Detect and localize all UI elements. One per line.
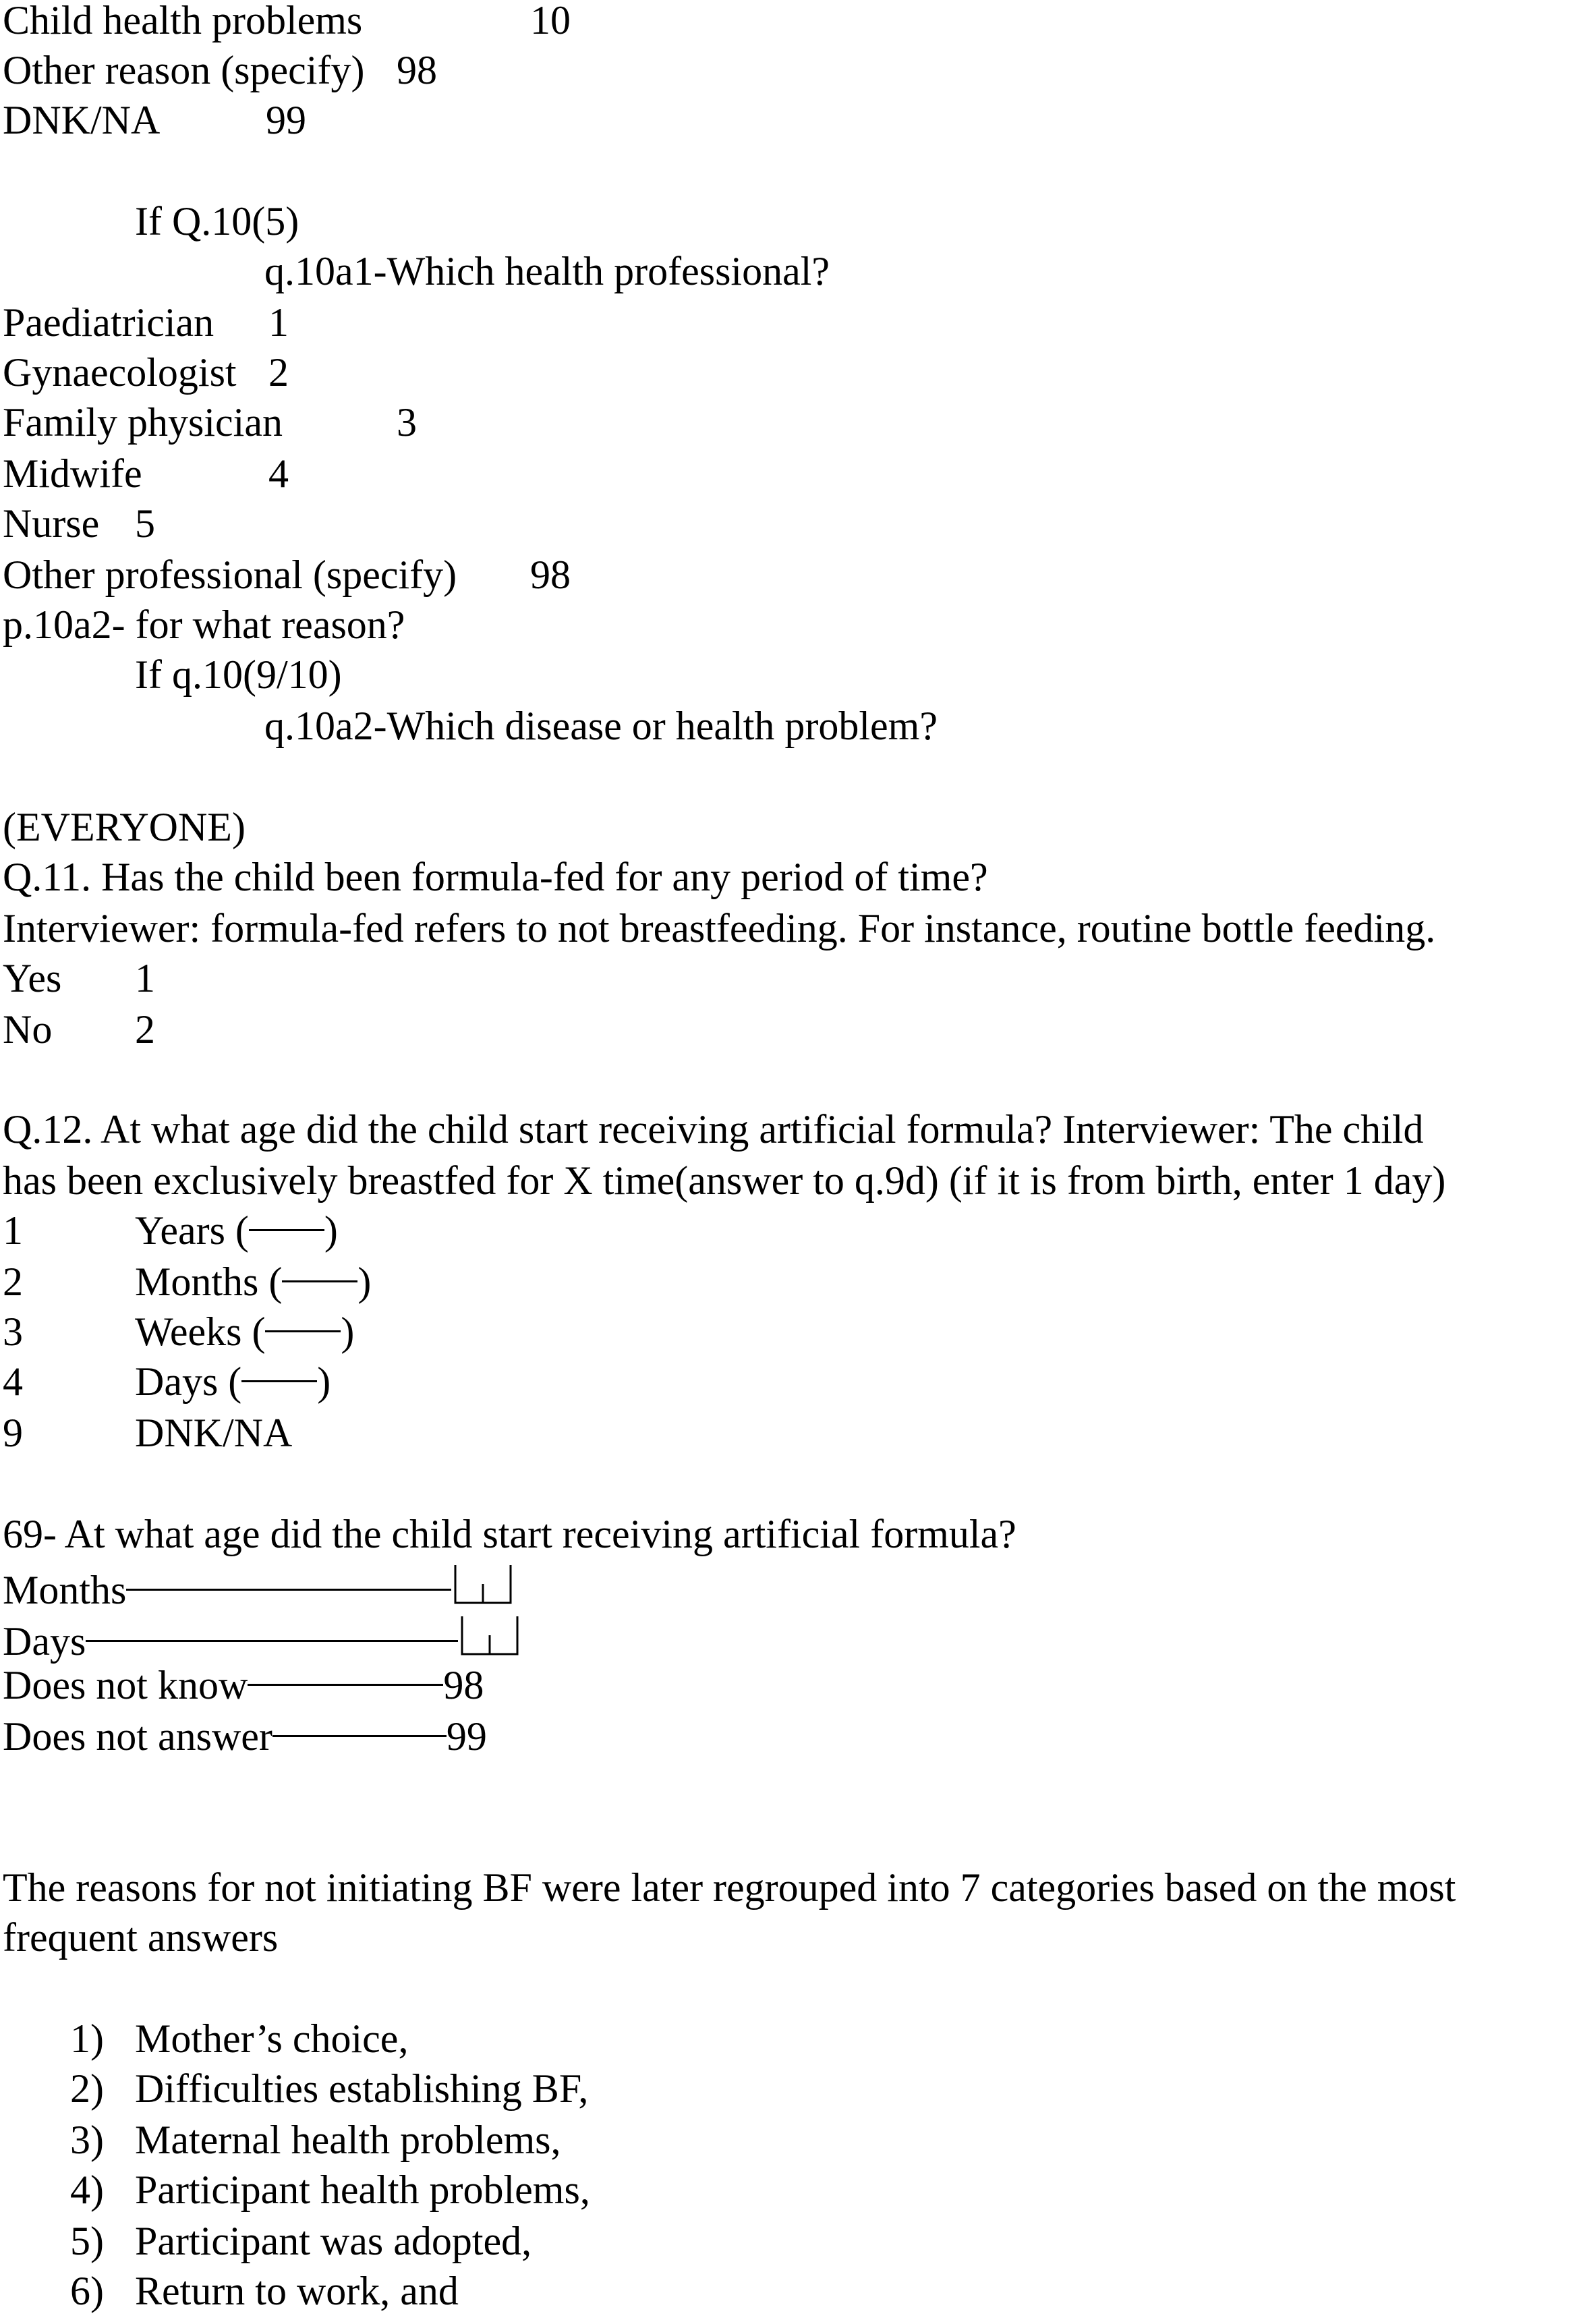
option-close: ) — [341, 1309, 355, 1354]
paragraph-text: The reasons for not initiating BF were later regrouped into 7 categories based on the most — [3, 1865, 1456, 1910]
option-code: 2 — [135, 1007, 155, 1052]
answer-line — [135, 1210, 338, 1251]
option-close: ) — [324, 1208, 338, 1253]
option-label: Years ( — [135, 1208, 249, 1253]
question-text: 69- At what age did the child start receiving artificial formula? — [3, 1512, 1016, 1556]
blank-field[interactable] — [241, 1380, 317, 1382]
option-code: 9 — [3, 1411, 23, 1455]
option-label: DNK/NA — [3, 98, 161, 142]
option-code: 4 — [268, 451, 289, 496]
option-label: Nurse — [3, 501, 100, 546]
option-code: 2 — [268, 350, 289, 395]
option-code: 3 — [3, 1309, 23, 1354]
option-code: 4 — [3, 1359, 23, 1404]
list-item: Maternal health problems, — [135, 2118, 561, 2162]
skip-condition: If q.10(9/10) — [135, 652, 342, 697]
option-label: Months ( — [135, 1259, 283, 1304]
option-label: Other professional (specify) — [3, 552, 457, 597]
leader-line — [248, 1684, 443, 1686]
followup-question: p.10a2- for what reason? — [3, 602, 405, 647]
months-row — [3, 1564, 515, 1610]
blank-field[interactable] — [265, 1330, 341, 1332]
option-label: Other reason (specify) — [3, 48, 365, 92]
option-code: 1 — [135, 956, 155, 1000]
digit-box-icon[interactable] — [451, 1564, 515, 1606]
question-text-cont: has been exclusively breastfed for X time(answer to q.9d) (if it is from birth, enter 1 day) — [3, 1158, 1446, 1203]
list-number: 5) — [70, 2219, 104, 2263]
list-number: 2) — [70, 2066, 104, 2111]
list-number: 4) — [70, 2167, 104, 2212]
list-item: Difficulties establishing BF, — [135, 2066, 589, 2111]
list-item: Mother’s choice, — [135, 2016, 409, 2061]
answer-line — [135, 1311, 354, 1352]
leader-line — [126, 1589, 451, 1591]
leader-line — [86, 1640, 458, 1642]
option-close: ) — [317, 1359, 331, 1404]
row-code: 98 — [443, 1663, 484, 1707]
list-item: Return to work, and — [135, 2269, 459, 2313]
skip-condition: If Q.10(5) — [135, 199, 299, 244]
days-row — [3, 1615, 521, 1662]
option-label: Weeks ( — [135, 1309, 266, 1354]
paragraph-text-cont: frequent answers — [3, 1915, 279, 1960]
option-code: 3 — [397, 400, 417, 445]
leader-line — [272, 1735, 447, 1737]
group-label: (EVERYONE) — [3, 805, 246, 849]
option-code: 1 — [3, 1208, 23, 1253]
option-close: ) — [357, 1259, 372, 1304]
option-code: 2 — [3, 1259, 23, 1304]
option-label: Midwife — [3, 451, 142, 496]
option-label: Paediatrician — [3, 300, 214, 345]
option-code: 99 — [266, 98, 306, 142]
option-code: 10 — [530, 0, 571, 42]
question-text: q.10a1-Which health professional? — [264, 249, 830, 293]
blank-field[interactable] — [282, 1280, 357, 1282]
option-label: Child health problems — [3, 0, 363, 42]
dnk-row — [3, 1665, 484, 1705]
question-text: Q.11. Has the child been formula-fed for any period of time? — [3, 855, 988, 899]
option-label: Days ( — [135, 1359, 242, 1404]
interviewer-note: Interviewer: formula-fed refers to not breastfeeding. For instance, routine bottle feeding. — [3, 906, 1436, 951]
option-code: 98 — [530, 552, 571, 597]
list-item: Participant was adopted, — [135, 2219, 532, 2263]
row-code: 99 — [446, 1714, 487, 1759]
question-text: Q.12. At what age did the child start receiving artificial formula? Interviewer: The child — [3, 1107, 1424, 1152]
option-label: Family physician — [3, 400, 283, 445]
option-label: DNK/NA — [135, 1411, 293, 1455]
option-label: No — [3, 1007, 53, 1052]
blank-field[interactable] — [249, 1229, 324, 1231]
list-number: 3) — [70, 2118, 104, 2162]
option-label: Yes — [3, 956, 62, 1000]
option-label: Gynaecologist — [3, 350, 237, 395]
row-label: Does not answer — [3, 1714, 272, 1759]
option-code: 1 — [268, 300, 289, 345]
list-number: 1) — [70, 2016, 104, 2061]
option-code: 5 — [135, 501, 155, 546]
question-text: q.10a2-Which disease or health problem? — [264, 704, 938, 748]
row-label: Days — [3, 1619, 86, 1664]
list-item: Participant health problems, — [135, 2167, 590, 2212]
digit-box-icon[interactable] — [458, 1615, 521, 1657]
option-code: 98 — [397, 48, 437, 92]
list-number: 6) — [70, 2269, 104, 2313]
row-label: Does not know — [3, 1663, 248, 1707]
answer-line — [135, 1259, 372, 1304]
answer-line — [135, 1361, 331, 1402]
row-label: Months — [3, 1568, 127, 1612]
dna-row — [3, 1716, 487, 1757]
